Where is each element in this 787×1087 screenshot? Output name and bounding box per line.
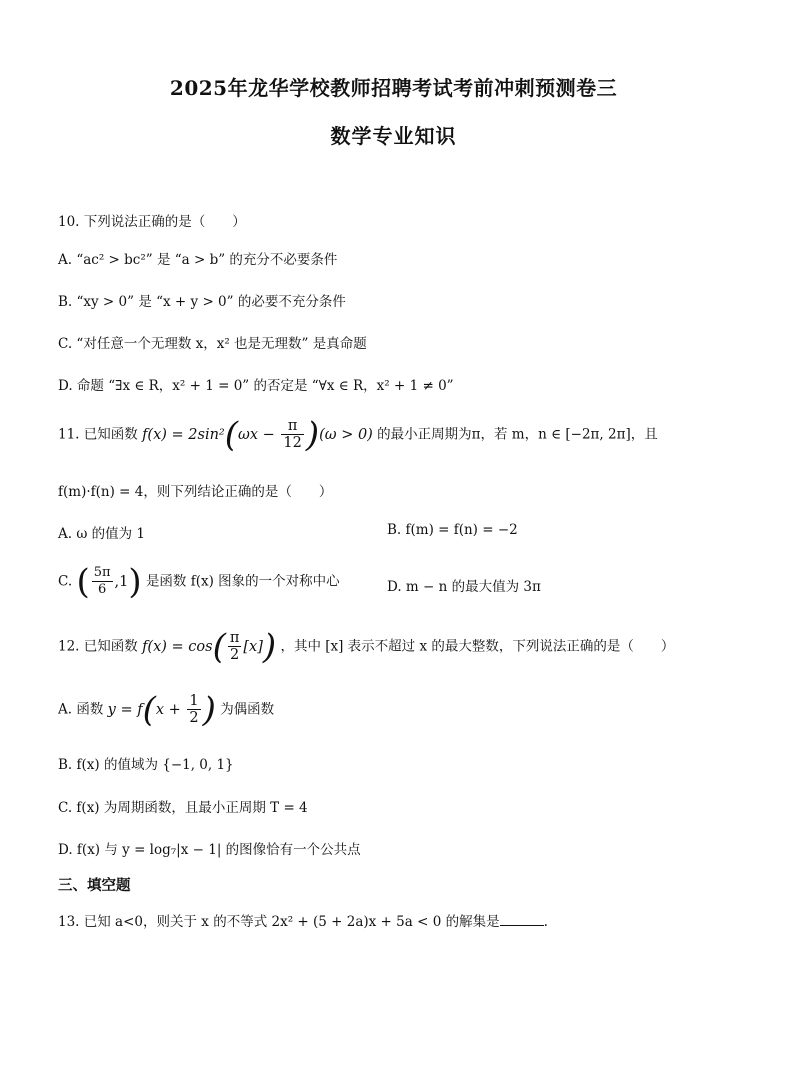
exam-title: 2025年龙华学校教师招聘考试考前冲刺预测卷三 (169, 76, 618, 100)
q11-option-c (58, 561, 340, 602)
q11-option-c-point: ( $\frac{5\pi}{6}$ ,1) (76, 561, 142, 602)
q11-stem-line2: f(m)·f(n) = 4，则下列结论正确的是（ ） (58, 484, 333, 500)
q12-option-a-suffix: 为偶函数 (220, 701, 275, 718)
q10-option-b: B. “xy > 0” 是 “x + y > 0” 的必要不充分条件 (58, 294, 346, 310)
q10-option-c: C. “对任意一个无理数 x，x² 也是无理数” 是真命题 (58, 336, 367, 352)
q10-option-d: D. 命题 “∃x ∈ R，x² + 1 = 0” 的否定是 “∀x ∈ R，x² + 1 ≠ 0” (58, 378, 454, 394)
q10-option-a: A. “ac² > bc²” 是 “a > b” 的充分不必要条件 (58, 252, 338, 268)
q12-option-c: C. f(x) 为周期函数，且最小正周期 T = 4 (58, 800, 308, 816)
q13-answer-blank[interactable] (500, 913, 544, 926)
q12-option-d: D. f(x) 与 y = log₇|x − 1| 的图像恰有一个公共点 (58, 842, 361, 858)
q11-option-c-prefix: C. (58, 573, 73, 590)
q11-stem-prefix: 11. 已知函数 (58, 426, 138, 443)
q11-option-d: D. m − n 的最大值为 3π (387, 579, 541, 595)
q11-option-b: B. f(m) = f(n) = −2 (387, 522, 518, 538)
q12-option-a-formula: y = f(x + $\frac{1}{2}$ ) (107, 689, 216, 730)
q12-function-formula: f(x) = cos( $\frac{\pi}{2}$ [x]) (142, 626, 277, 667)
q12-stem-suffix: ，其中 [x] 表示不超过 x 的最大整数，下列说法正确的是（ ） (280, 638, 675, 655)
q11-function-formula: f(x) = 2sin²(ωx − $\frac{\pi}{12}$ )(ω > 0) (142, 414, 373, 455)
q13-stem-end: . (543, 914, 548, 930)
q13-stem-text: 13. 已知 a<0，则关于 x 的不等式 2x² + (5 + 2a)x + 5a < 0 的解集是 (58, 914, 500, 930)
q11-option-c-suffix: 是函数 f(x) 图象的一个对称中心 (145, 573, 340, 590)
exam-subtitle: 数学专业知识 (330, 124, 457, 148)
q10-stem: 10. 下列说法正确的是（ ） (58, 214, 246, 230)
q12-option-a (58, 689, 275, 730)
q12-stem-prefix: 12. 已知函数 (58, 638, 138, 655)
q12-stem (58, 626, 675, 667)
q11-stem-line1 (58, 414, 658, 455)
q12-option-a-prefix: A. 函数 (58, 701, 104, 718)
q12-option-b: B. f(x) 的值域为 {−1, 0, 1} (58, 757, 234, 773)
q11-option-a: A. ω 的值为 1 (58, 526, 146, 542)
q11-stem-suffix: 的最小正周期为π，若 m，n ∈ [−2π, 2π]，且 (377, 426, 658, 443)
q13-stem (58, 910, 548, 930)
section-heading-fill-in: 三、填空题 (58, 877, 131, 894)
